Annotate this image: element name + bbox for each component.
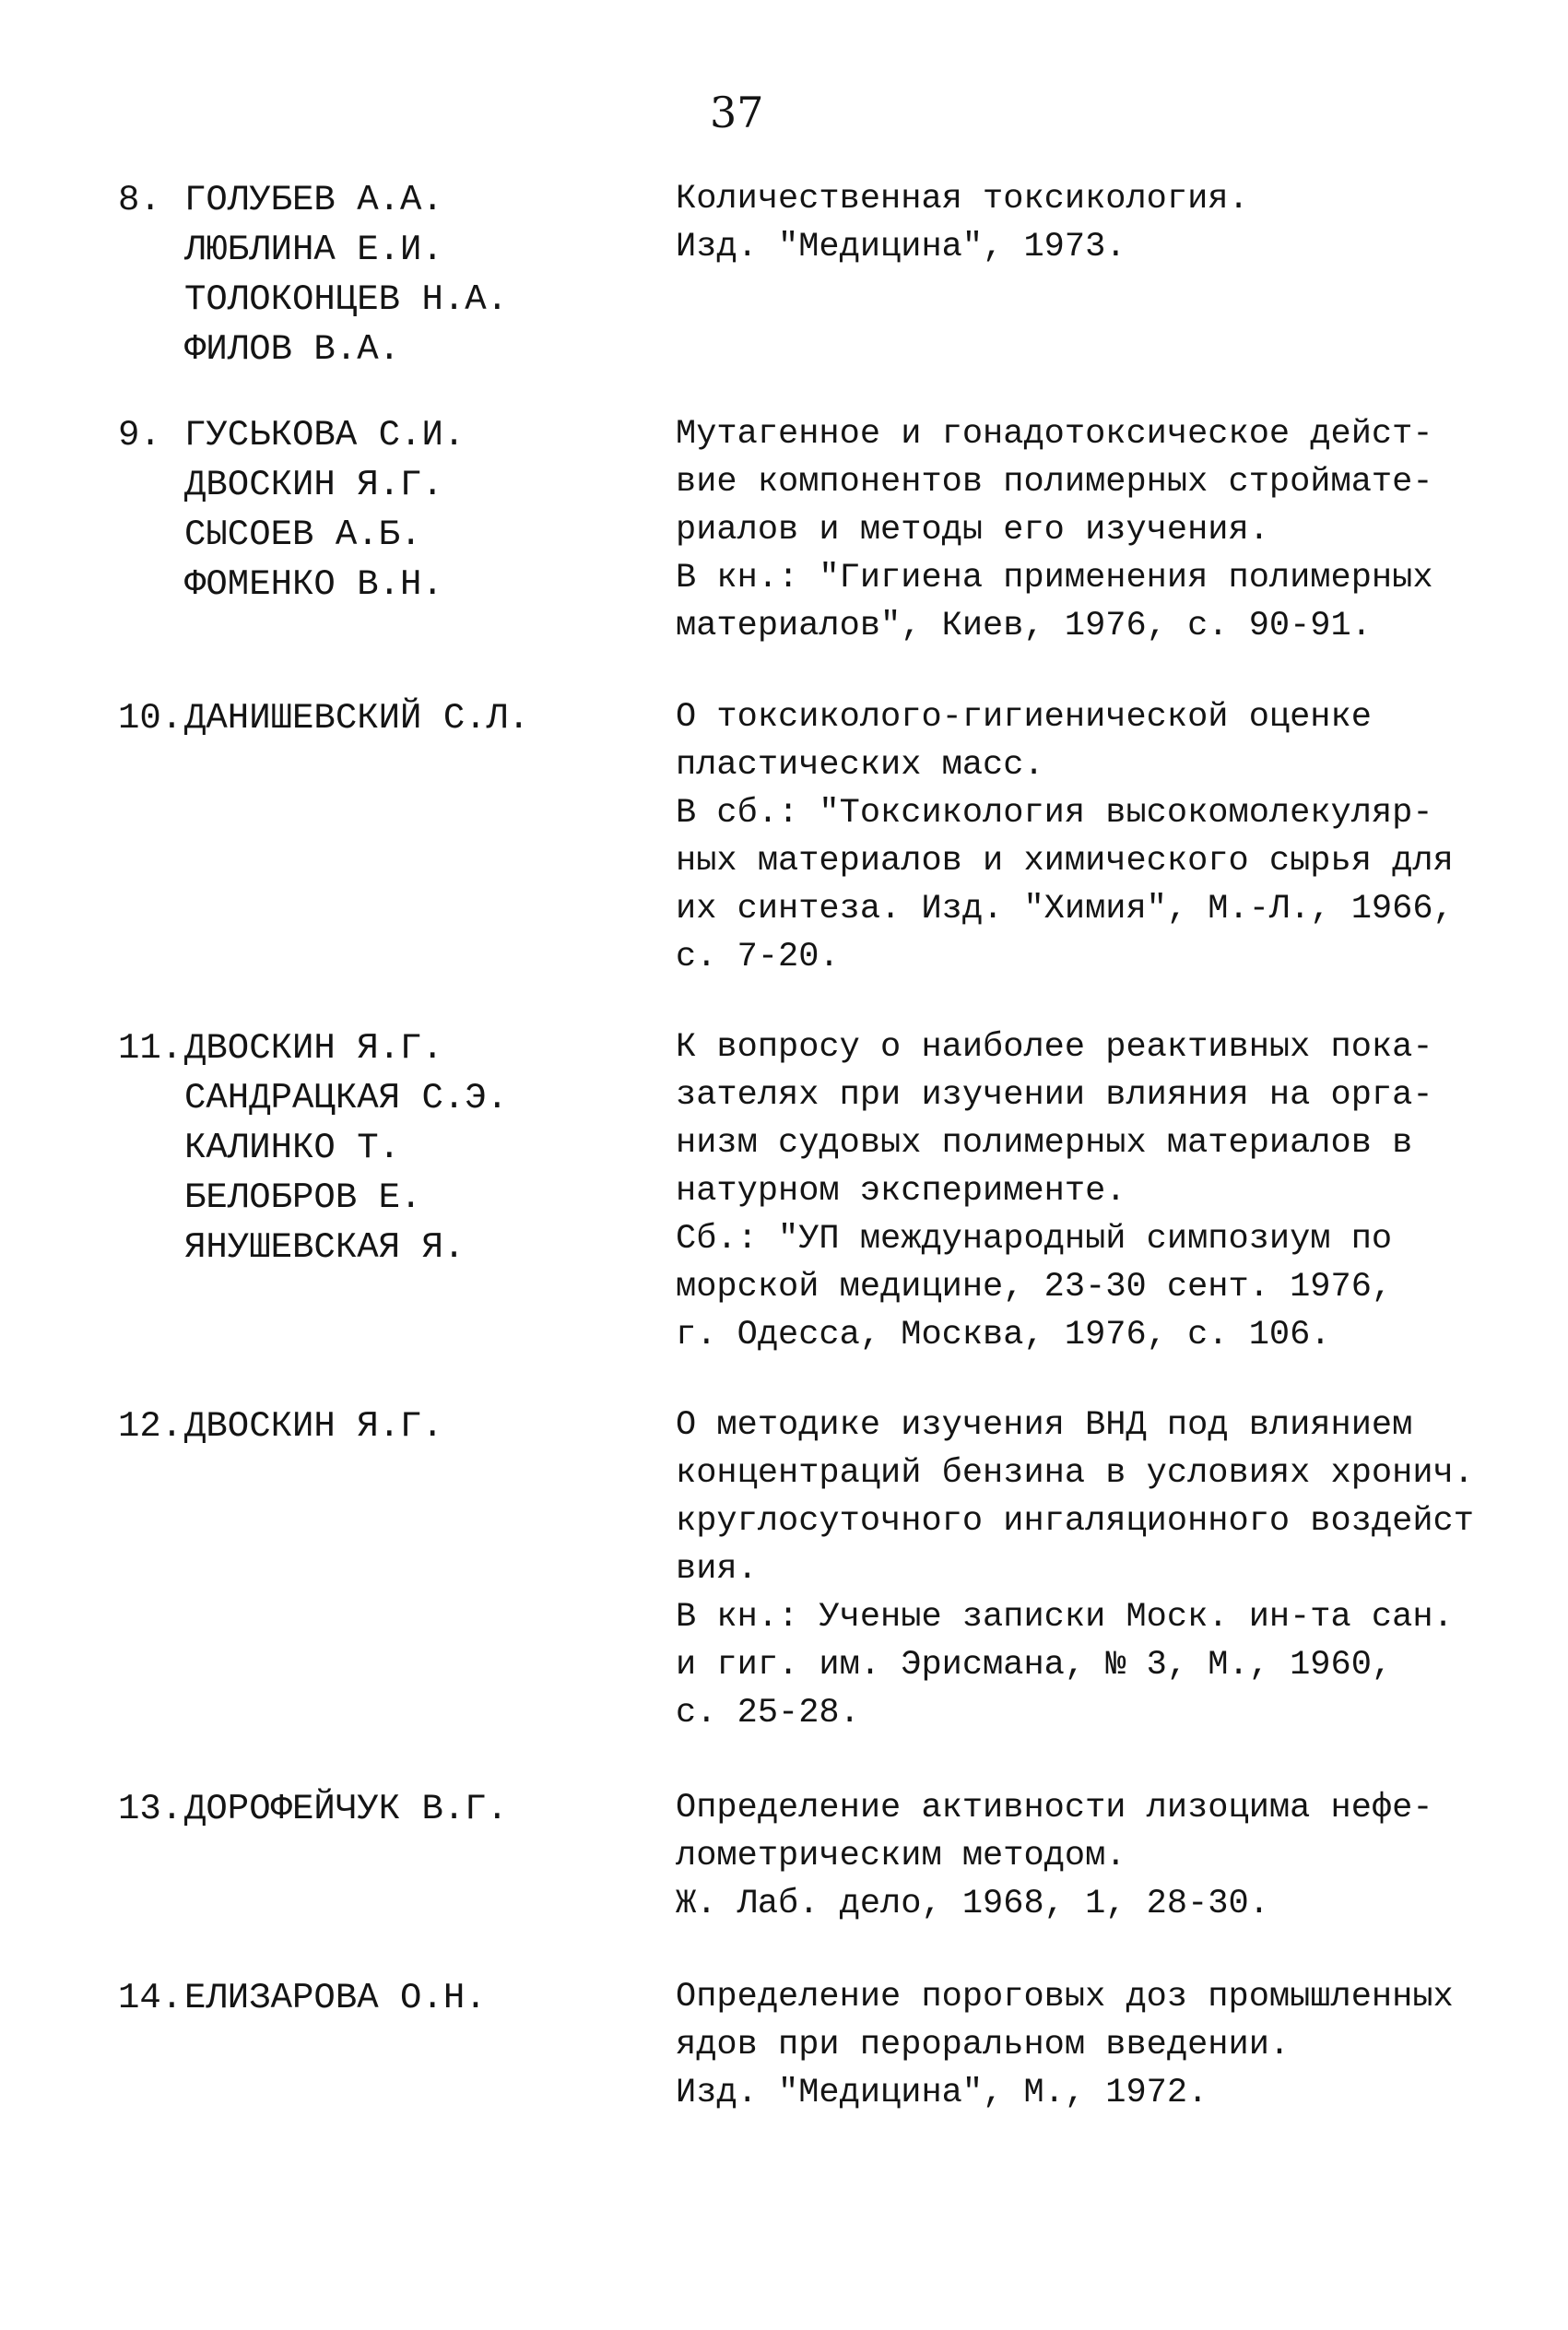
reference-line: г. Одесса, Москва, 1976, с. 106. [676, 1316, 1331, 1354]
reference-line: вия. [676, 1550, 758, 1589]
entry-reference [676, 1784, 1561, 1928]
reference-line: вие компонентов полимерных стройматe- [676, 463, 1433, 502]
reference-line: ных материалов и химического сырья для [676, 842, 1454, 881]
entry-number: 11. [118, 1028, 183, 1069]
author-name: ЯНУШЕВСКАЯ Я. [184, 1227, 466, 1268]
entry-reference [676, 1973, 1561, 2117]
reference-line: К вопросу о наиболее реактивных пока- [676, 1028, 1433, 1067]
reference-line: В сб.: "Токсикология высокомолекуляр- [676, 794, 1433, 833]
entry-number: 12. [118, 1406, 183, 1447]
author-name: САНДРАЦКАЯ С.Э. [184, 1078, 509, 1118]
entry-reference [676, 1402, 1561, 1737]
reference-line: Сб.: "УП международный симпозиум по [676, 1220, 1393, 1259]
entry-authors [184, 410, 664, 609]
reference-line: Изд. "Медицина", 1973. [676, 228, 1126, 266]
reference-line: О токсиколого-гигиенической оценке [676, 698, 1372, 737]
author-name: ФОМЕНКО В.Н. [184, 564, 443, 605]
reference-line: Ж. Лаб. дело, 1968, 1, 28-30. [676, 1885, 1269, 1923]
reference-line: В кн.: Ученые записки Моск. ин-та сан. [676, 1598, 1454, 1637]
reference-line: круглосуточного ингаляционного воздейст [676, 1502, 1474, 1541]
page-number: 37 [710, 88, 764, 137]
entry-number: 9. [118, 415, 161, 455]
entry-authors [184, 1402, 664, 1451]
entry-authors [184, 1973, 664, 2023]
reference-line: зателях при изучении влияния на орга- [676, 1076, 1433, 1115]
reference-line: Количественная токсикология. [676, 180, 1249, 219]
author-name: СЫСОЕВ А.Б. [184, 514, 422, 555]
author-name: ФИЛОВ В.А. [184, 329, 401, 370]
reference-line: Изд. "Медицина", М., 1972. [676, 2074, 1208, 2112]
reference-line: риалов и методы его изучения. [676, 511, 1269, 550]
entry-authors [184, 1023, 664, 1272]
reference-line: ядов при пероральном введении. [676, 2026, 1291, 2064]
author-name: ЕЛИЗАРОВА О.Н. [184, 1978, 487, 2018]
author-name: ДВОСКИН Я.Г. [184, 465, 443, 505]
entry-reference [676, 410, 1561, 650]
entry-number: 13. [118, 1789, 183, 1829]
author-name: ДОРОФЕЙЧУК В.Г. [184, 1789, 509, 1829]
author-name: ГОЛУБЕВ А.А. [184, 180, 443, 220]
entry-reference [676, 175, 1561, 271]
entry-authors [184, 175, 664, 374]
author-name: БЕЛОБРОВ Е. [184, 1177, 422, 1218]
reference-line: с. 7-20. [676, 938, 840, 976]
reference-line: их синтеза. Изд. "Химия", М.-Л., 1966, [676, 890, 1454, 928]
author-name: ДВОСКИН Я.Г. [184, 1406, 443, 1447]
reference-line: натурном эксперименте. [676, 1172, 1126, 1211]
entry-reference [676, 1023, 1561, 1359]
author-name: ТОЛОКОНЦЕВ Н.А. [184, 279, 509, 320]
reference-line: О методике изучения ВНД под влиянием [676, 1406, 1413, 1445]
reference-line: Определение пороговых доз промышленных [676, 1978, 1454, 2017]
author-name: ГУСЬКОВА С.И. [184, 415, 466, 455]
entry-number: 8. [118, 180, 161, 220]
reference-line: материалов", Киев, 1976, с. 90-91. [676, 607, 1372, 645]
author-name: ДАНИШЕВСКИЙ С.Л. [184, 698, 530, 739]
reference-line: Мутагенное и гонадотоксическое дейст- [676, 415, 1433, 454]
entry-reference [676, 693, 1561, 981]
entry-number: 10. [118, 698, 183, 739]
reference-line: с. 25-28. [676, 1694, 860, 1733]
author-name: ЛЮБЛИНА Е.И. [184, 230, 443, 270]
reference-line: и гиг. им. Эрисмана, № 3, М., 1960, [676, 1646, 1393, 1685]
reference-line: В кн.: "Гигиена применения полимерных [676, 559, 1433, 597]
author-name: ДВОСКИН Я.Г. [184, 1028, 443, 1069]
entry-number: 14. [118, 1978, 183, 2018]
reference-line: Определение активности лизоцима нефе- [676, 1789, 1433, 1827]
entry-authors [184, 693, 664, 743]
reference-line: морской медицине, 23-30 сент. 1976, [676, 1268, 1393, 1307]
reference-line: лометрическим методом. [676, 1837, 1126, 1875]
entry-authors [184, 1784, 664, 1834]
author-name: КАЛИНКО Т. [184, 1128, 401, 1168]
reference-line: концентраций бензина в условиях хронич. [676, 1454, 1474, 1493]
reference-line: низм судовых полимерных материалов в [676, 1124, 1413, 1163]
reference-line: пластических масс. [676, 746, 1044, 785]
